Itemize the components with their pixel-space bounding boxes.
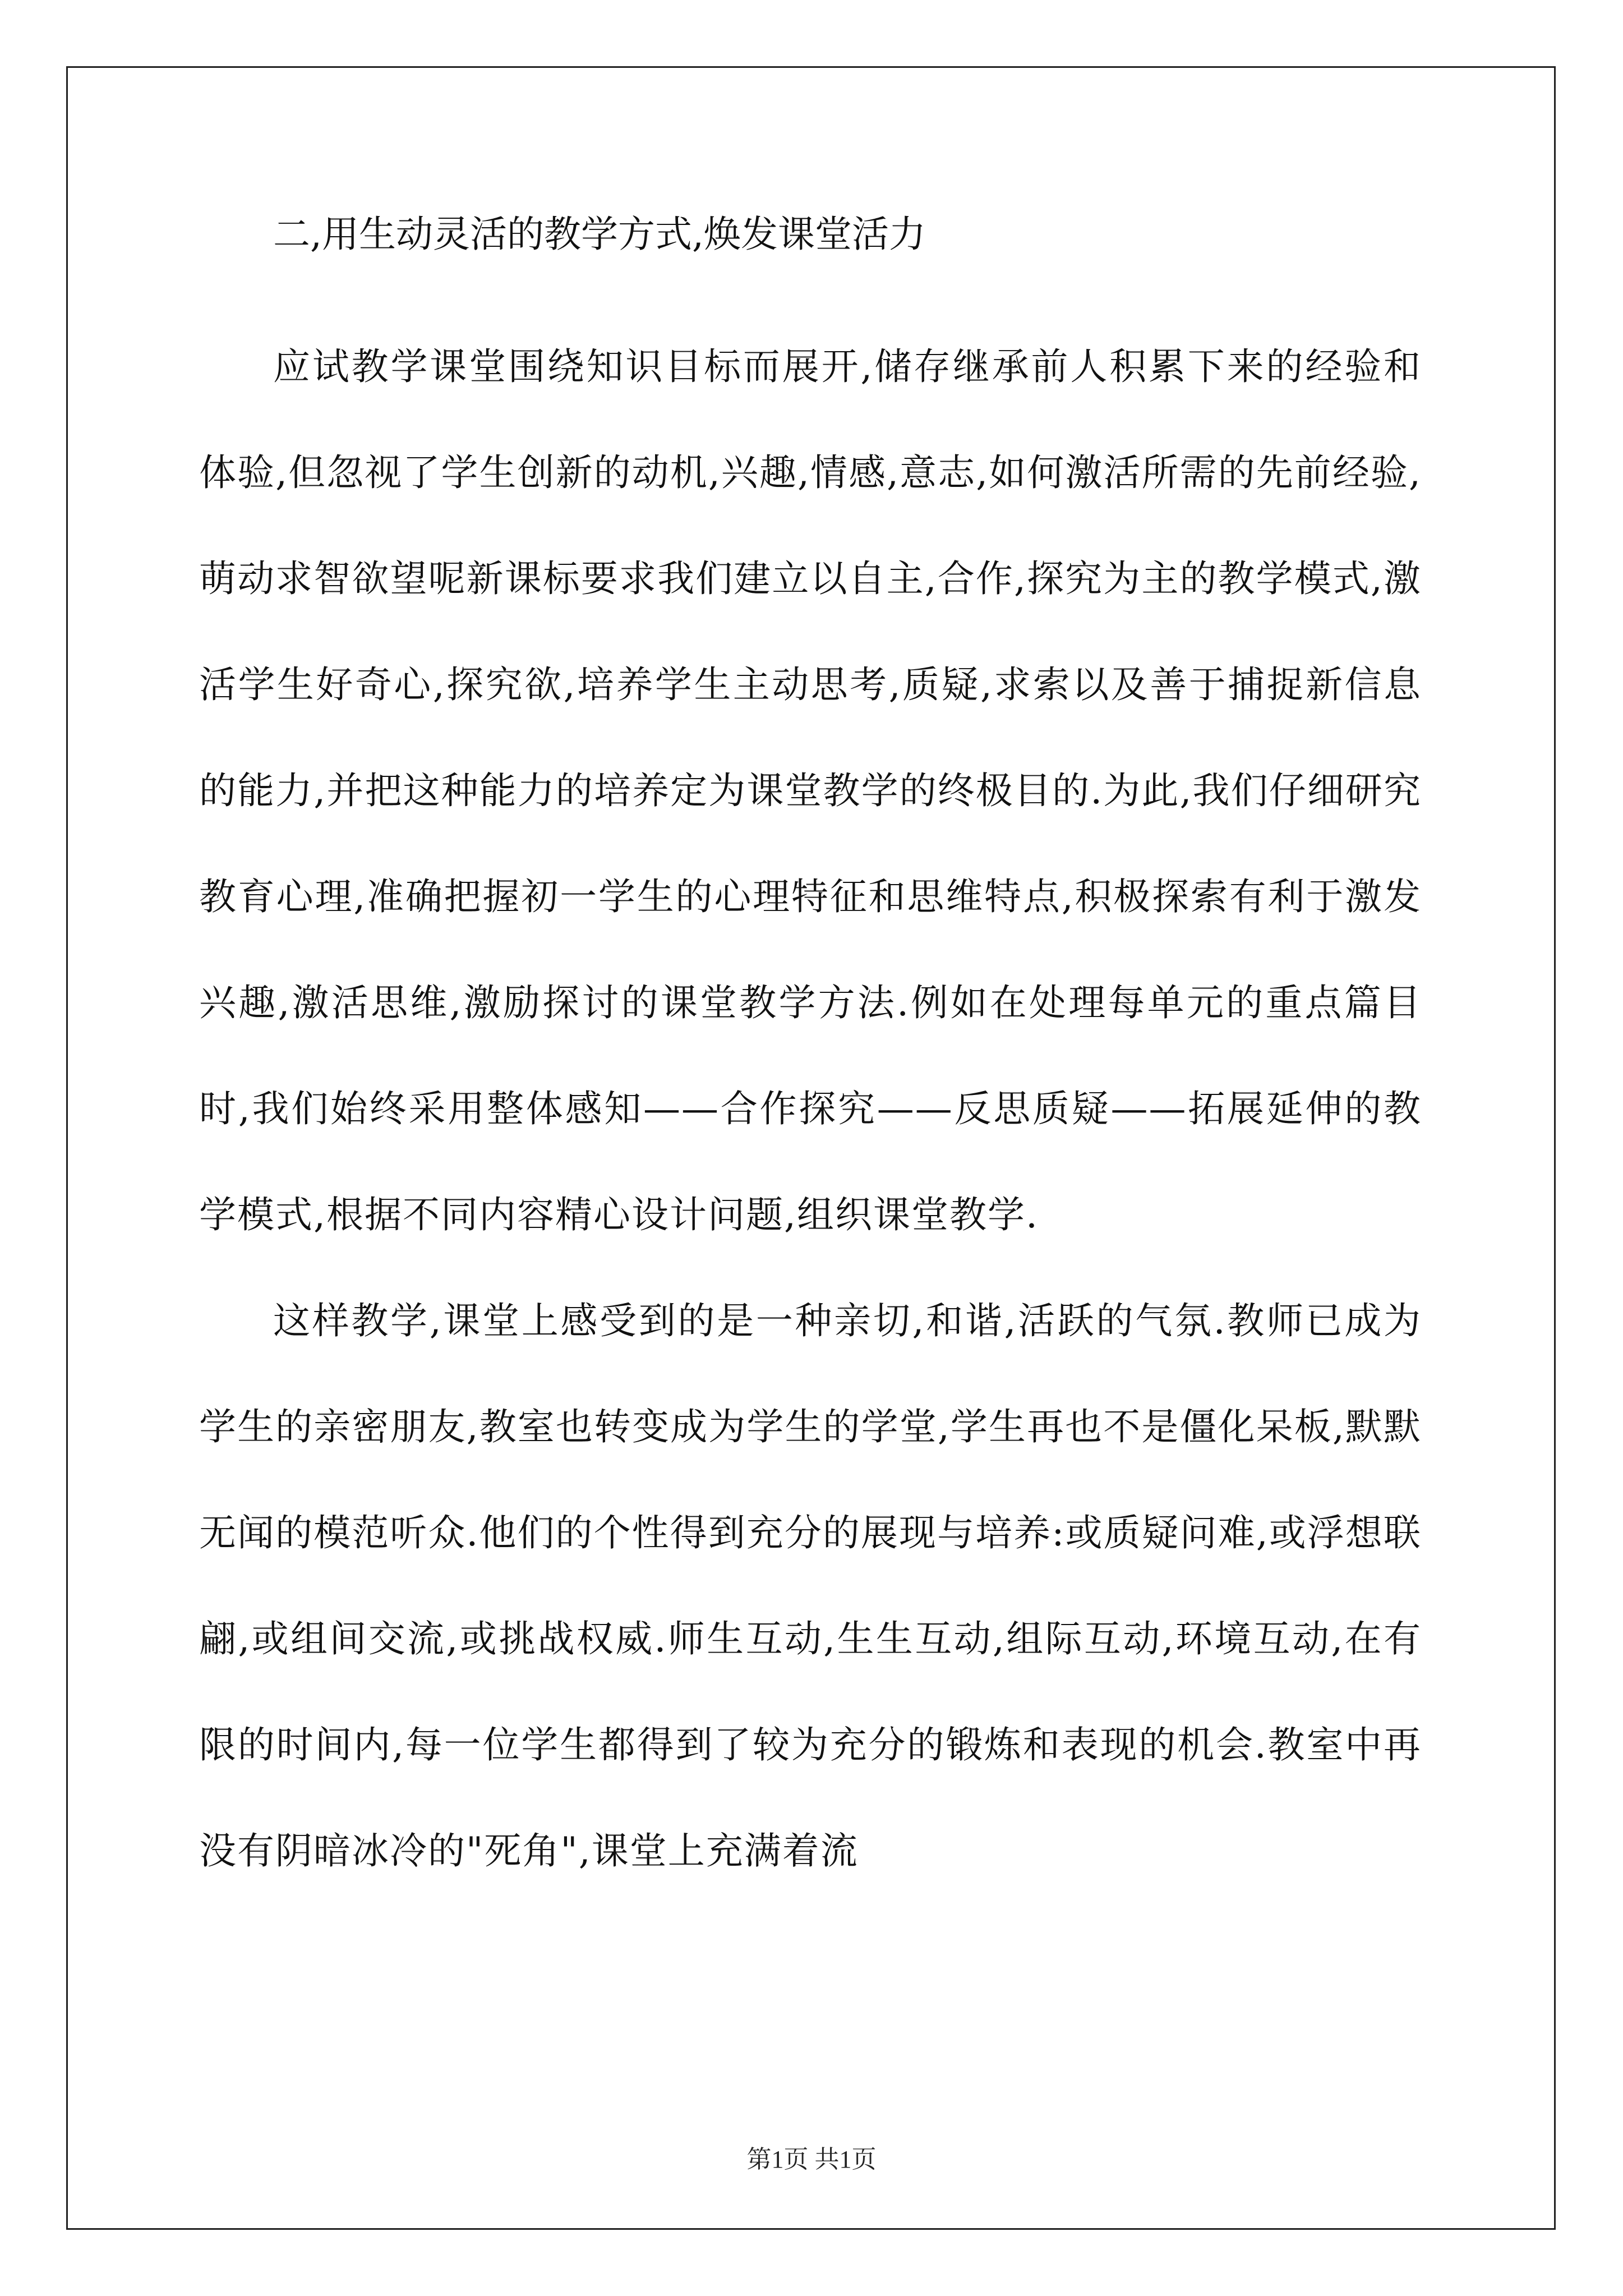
section-heading: 二,用生动灵活的教学方式,焕发课堂活力 [273,213,926,256]
paragraph-1: 应试教学课堂围绕知识目标而展开,储存继承前人积累下来的经验和体验,但忽视了学生创新的动机,兴趣,情感,意志,如何激活所需的先前经验,萌动求智欲望呢新课标要求我们建立以自主,合作,探究为主的教学模式,激活学生好奇心,探究欲,培养学生主动思考,质疑,求索以及善于捕捉新信息的能力,并把这种能力的培养定为课堂教学的终极目的.为此,我们仔细研究教育心理,准确把握初一学生的心理特征和思维特点,积极探索有利于激发兴趣,激活思维,激励探讨的课堂教学方法.例如在处理每单元的重点篇目时,我们始终采用整体感知——合作探究——反思质疑——拓展延伸的教学模式,根据不同内容精心设计问题,组织课堂教学. [199,345,1422,1236]
document-body [199,208,1422,1904]
page-footer: 第1页 共1页 [746,2146,877,2173]
paragraph-2: 这样教学,课堂上感受到的是一种亲切,和谐,活跃的气氛.教师已成为学生的亲密朋友,教室也转变成为学生的学堂,学生再也不是僵化呆板,默默无闻的模范听众.他们的个性得到充分的展现与培养:或质疑问难,或浮想联翩,或组间交流,或挑战权威.师生互动,生生互动,组际互动,环境互动,在有限的时间内,每一位学生都得到了较为充分的锻炼和表现的机会.教室中再没有阴暗冰冷的"死角",课堂上充满着流 [199,1299,1422,1872]
